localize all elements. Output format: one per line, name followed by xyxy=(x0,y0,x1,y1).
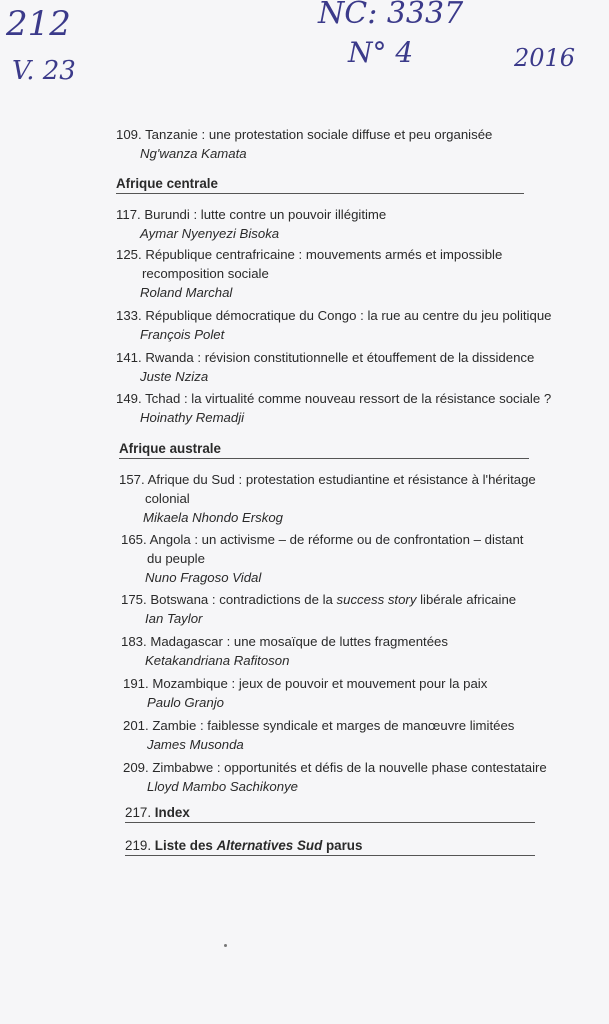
entry-author: Nuno Fragoso Vidal xyxy=(145,570,262,585)
entry-title-em: success story xyxy=(336,592,417,607)
entry-number: 217. xyxy=(125,805,152,820)
entry-title: 201. Zambie : faiblesse syndicale et marges de manœuvre limitées xyxy=(123,718,515,733)
toc-entry-tchad xyxy=(116,389,551,427)
toc-entry-tanzanie xyxy=(116,125,492,163)
ink-dot xyxy=(224,944,227,947)
entry-title: 141. Rwanda : révision constitutionnelle et étouffement de la dissidence xyxy=(116,350,535,365)
toc-entry-rdc xyxy=(116,306,552,344)
entry-title-cont: du peuple xyxy=(147,551,205,566)
toc-entry-angola xyxy=(121,530,523,587)
entry-author: François Polet xyxy=(140,327,225,342)
toc-entry-zambie xyxy=(123,716,514,754)
toc-entry-zimbabwe xyxy=(123,758,547,796)
entry-title: 149. Tchad : la virtualité comme nouveau ressort de la résistance sociale ? xyxy=(116,391,552,406)
entry-title: 209. Zimbabwe : opportunités et défis de la nouvelle phase contestataire xyxy=(123,760,547,775)
section-afrique-australe: Afrique australe xyxy=(119,441,529,459)
entry-title: 183. Madagascar : une mosaïque de luttes fragmentées xyxy=(121,634,448,649)
entry-title-cont: recomposition sociale xyxy=(142,266,269,281)
entry-author: Ng'wanza Kamata xyxy=(140,146,247,161)
handwritten-nc: NC: 3337 xyxy=(318,0,464,31)
entry-author: Hoinathy Remadji xyxy=(140,410,245,425)
entry-author: Aymar Nyenyezi Bisoka xyxy=(140,226,280,241)
entry-label-post: parus xyxy=(322,838,363,853)
entry-author: Mikaela Nhondo Erskog xyxy=(143,510,284,525)
entry-title: 117. Burundi : lutte contre un pouvoir illégitime xyxy=(116,207,387,222)
handwritten-number: 212 xyxy=(6,4,71,44)
toc-entry-index xyxy=(125,805,535,823)
toc-entry-centrafrique xyxy=(116,245,502,302)
entry-title: 109. Tanzanie : une protestation sociale diffuse et peu organisée xyxy=(116,127,493,142)
toc-entry-liste xyxy=(125,838,535,856)
entry-author: Paulo Granjo xyxy=(147,695,224,710)
entry-title: 165. Angola : un activisme – de réforme ou de confrontation – distant xyxy=(121,532,524,547)
entry-label-pre: Liste des xyxy=(154,838,217,853)
handwritten-issue: N° 4 xyxy=(348,36,414,69)
handwritten-volume: V. 23 xyxy=(12,56,76,86)
entry-label-em: Alternatives Sud xyxy=(216,838,323,853)
entry-author: Roland Marchal xyxy=(140,285,233,300)
entry-title: 157. Afrique du Sud : protestation estudiantine et résistance à l'héritage xyxy=(119,472,536,487)
section-afrique-centrale: Afrique centrale xyxy=(116,176,524,194)
handwritten-year: 2016 xyxy=(514,44,576,72)
toc-entry-burundi xyxy=(116,205,386,243)
toc-entry-madagascar xyxy=(121,632,448,670)
entry-author: James Musonda xyxy=(147,737,244,752)
entry-author: Lloyd Mambo Sachikonye xyxy=(147,779,299,794)
entry-label: Index xyxy=(154,805,190,820)
entry-author: Ian Taylor xyxy=(145,611,203,626)
toc-entry-rwanda xyxy=(116,348,534,386)
entry-title: 191. Mozambique : jeux de pouvoir et mouvement pour la paix xyxy=(123,676,488,691)
toc-entry-mozambique xyxy=(123,674,487,712)
toc-entry-botswana xyxy=(121,590,516,628)
entry-title xyxy=(121,590,516,609)
entry-title: 125. République centrafricaine : mouvements armés et impossible xyxy=(116,247,503,262)
entry-title: 133. République démocratique du Congo : la rue au centre du jeu politique xyxy=(116,308,552,323)
entry-title-pre: 175. Botswana : contradictions de la xyxy=(121,592,337,607)
entry-title-cont: colonial xyxy=(145,491,190,506)
entry-author: Ketakandriana Rafitoson xyxy=(145,653,290,668)
entry-number: 219. xyxy=(125,838,152,853)
entry-title-post: libérale africaine xyxy=(416,592,517,607)
entry-author: Juste Nziza xyxy=(140,369,209,384)
toc-entry-afrique-du-sud xyxy=(119,470,536,527)
